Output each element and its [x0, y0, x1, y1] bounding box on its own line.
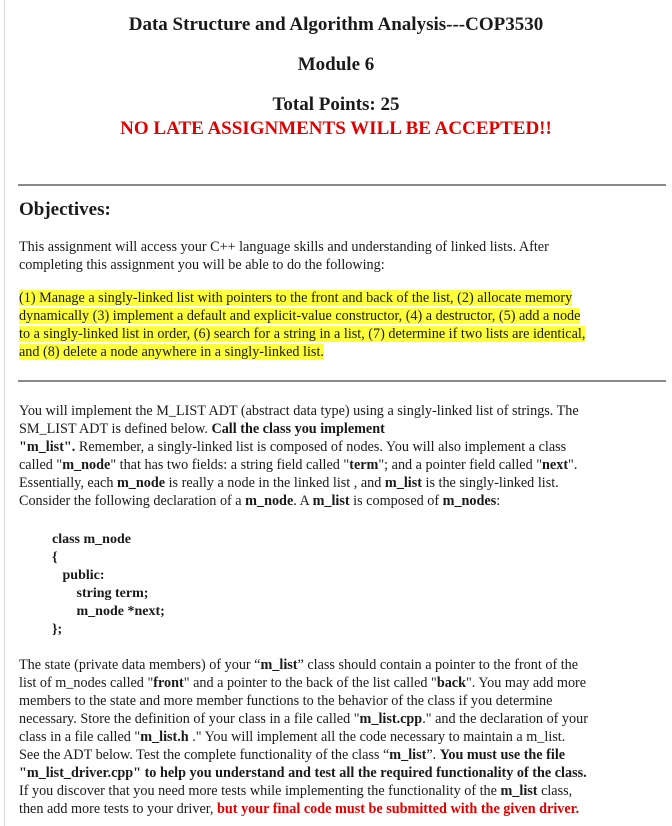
- code-line: {: [52, 550, 58, 565]
- text-line: "m_list". Remember, a singly-linked list is composed of nodes. You will also implement a class: [19, 439, 567, 455]
- adt-description: [19, 402, 644, 510]
- text-line: then add more tests to your driver, but your final code must be submitted with the given driver.: [19, 801, 580, 817]
- text-line: called "m_node" that has two fields: a string field called "term"; and a pointer field called "next".: [19, 457, 578, 473]
- course-title: Data Structure and Algorithm Analysis---COP3530: [128, 14, 544, 35]
- highlighted-line: to a singly-linked list in order, (6) search for a string in a list, (7) determine if two lists are identical,: [19, 326, 586, 342]
- submission-warning: but your final code must be submitted with the given driver.: [217, 801, 580, 817]
- text-line: class in a file called "m_list.h ." You will implement all the code necessary to maintain a m_list.: [19, 729, 566, 745]
- code-line: m_node *next;: [52, 604, 165, 619]
- text-line: list of m_nodes called "front" and a pointer to the back of the list called "back". You may add more: [19, 675, 587, 691]
- text-line: The state (private data members) of your “m_list” class should contain a pointer to the front of the: [19, 657, 579, 673]
- objectives-heading: Objectives:: [19, 199, 111, 220]
- text-line: Essentially, each m_node is really a node in the linked list , and m_list is the singly-linked list.: [19, 475, 559, 491]
- code-line: string term;: [52, 586, 149, 601]
- text-line: SM_LIST ADT is defined below. Call the class you implement: [19, 421, 385, 437]
- divider: [18, 380, 666, 382]
- state-description: [19, 656, 644, 818]
- code-line: public:: [52, 568, 105, 583]
- late-warning: NO LATE ASSIGNMENTS WILL BE ACCEPTED!!: [120, 118, 552, 139]
- text-line: If you discover that you need more tests while implementing the functionality of the m_list class,: [19, 783, 573, 799]
- highlighted-line: and (8) delete a node anywhere in a singly-linked list.: [19, 344, 324, 360]
- text-line: This assignment will access your C++ language skills and understanding of linked lists. After: [19, 239, 549, 255]
- divider: [18, 184, 666, 186]
- text-line: Consider the following declaration of a m_node. A m_list is composed of m_nodes:: [19, 493, 501, 509]
- total-points: Total Points: 25: [272, 94, 400, 115]
- code-block: [52, 531, 165, 639]
- text-line: members to the state and more member functions to the behavior of the class if you determine: [19, 693, 553, 709]
- code-line: class m_node: [52, 532, 131, 547]
- code-line: };: [52, 622, 63, 637]
- module-title: Module 6: [297, 54, 375, 75]
- text-line: completing this assignment you will be able to do the following:: [19, 257, 385, 273]
- highlighted-line: (1) Manage a singly-linked list with pointers to the front and back of the list, (2) allocate memory: [19, 290, 573, 306]
- text-line: "m_list_driver.cpp" to help you understand and test all the required functionality of the class.: [19, 765, 587, 781]
- text-line: You will implement the M_LIST ADT (abstract data type) using a singly-linked list of strings. The: [19, 403, 579, 419]
- highlighted-line: dynamically (3) implement a default and explicit-value constructor, (4) a destructor, (5) add a node: [19, 308, 581, 324]
- text-line: See the ADT below. Test the complete functionality of the class “m_list”. You must use the file: [19, 747, 566, 763]
- objectives-list-highlighted: [19, 289, 644, 361]
- text-line: necessary. Store the definition of your class in a file called "m_list.cpp." and the declaration of your: [19, 711, 588, 727]
- objectives-intro: [19, 238, 644, 274]
